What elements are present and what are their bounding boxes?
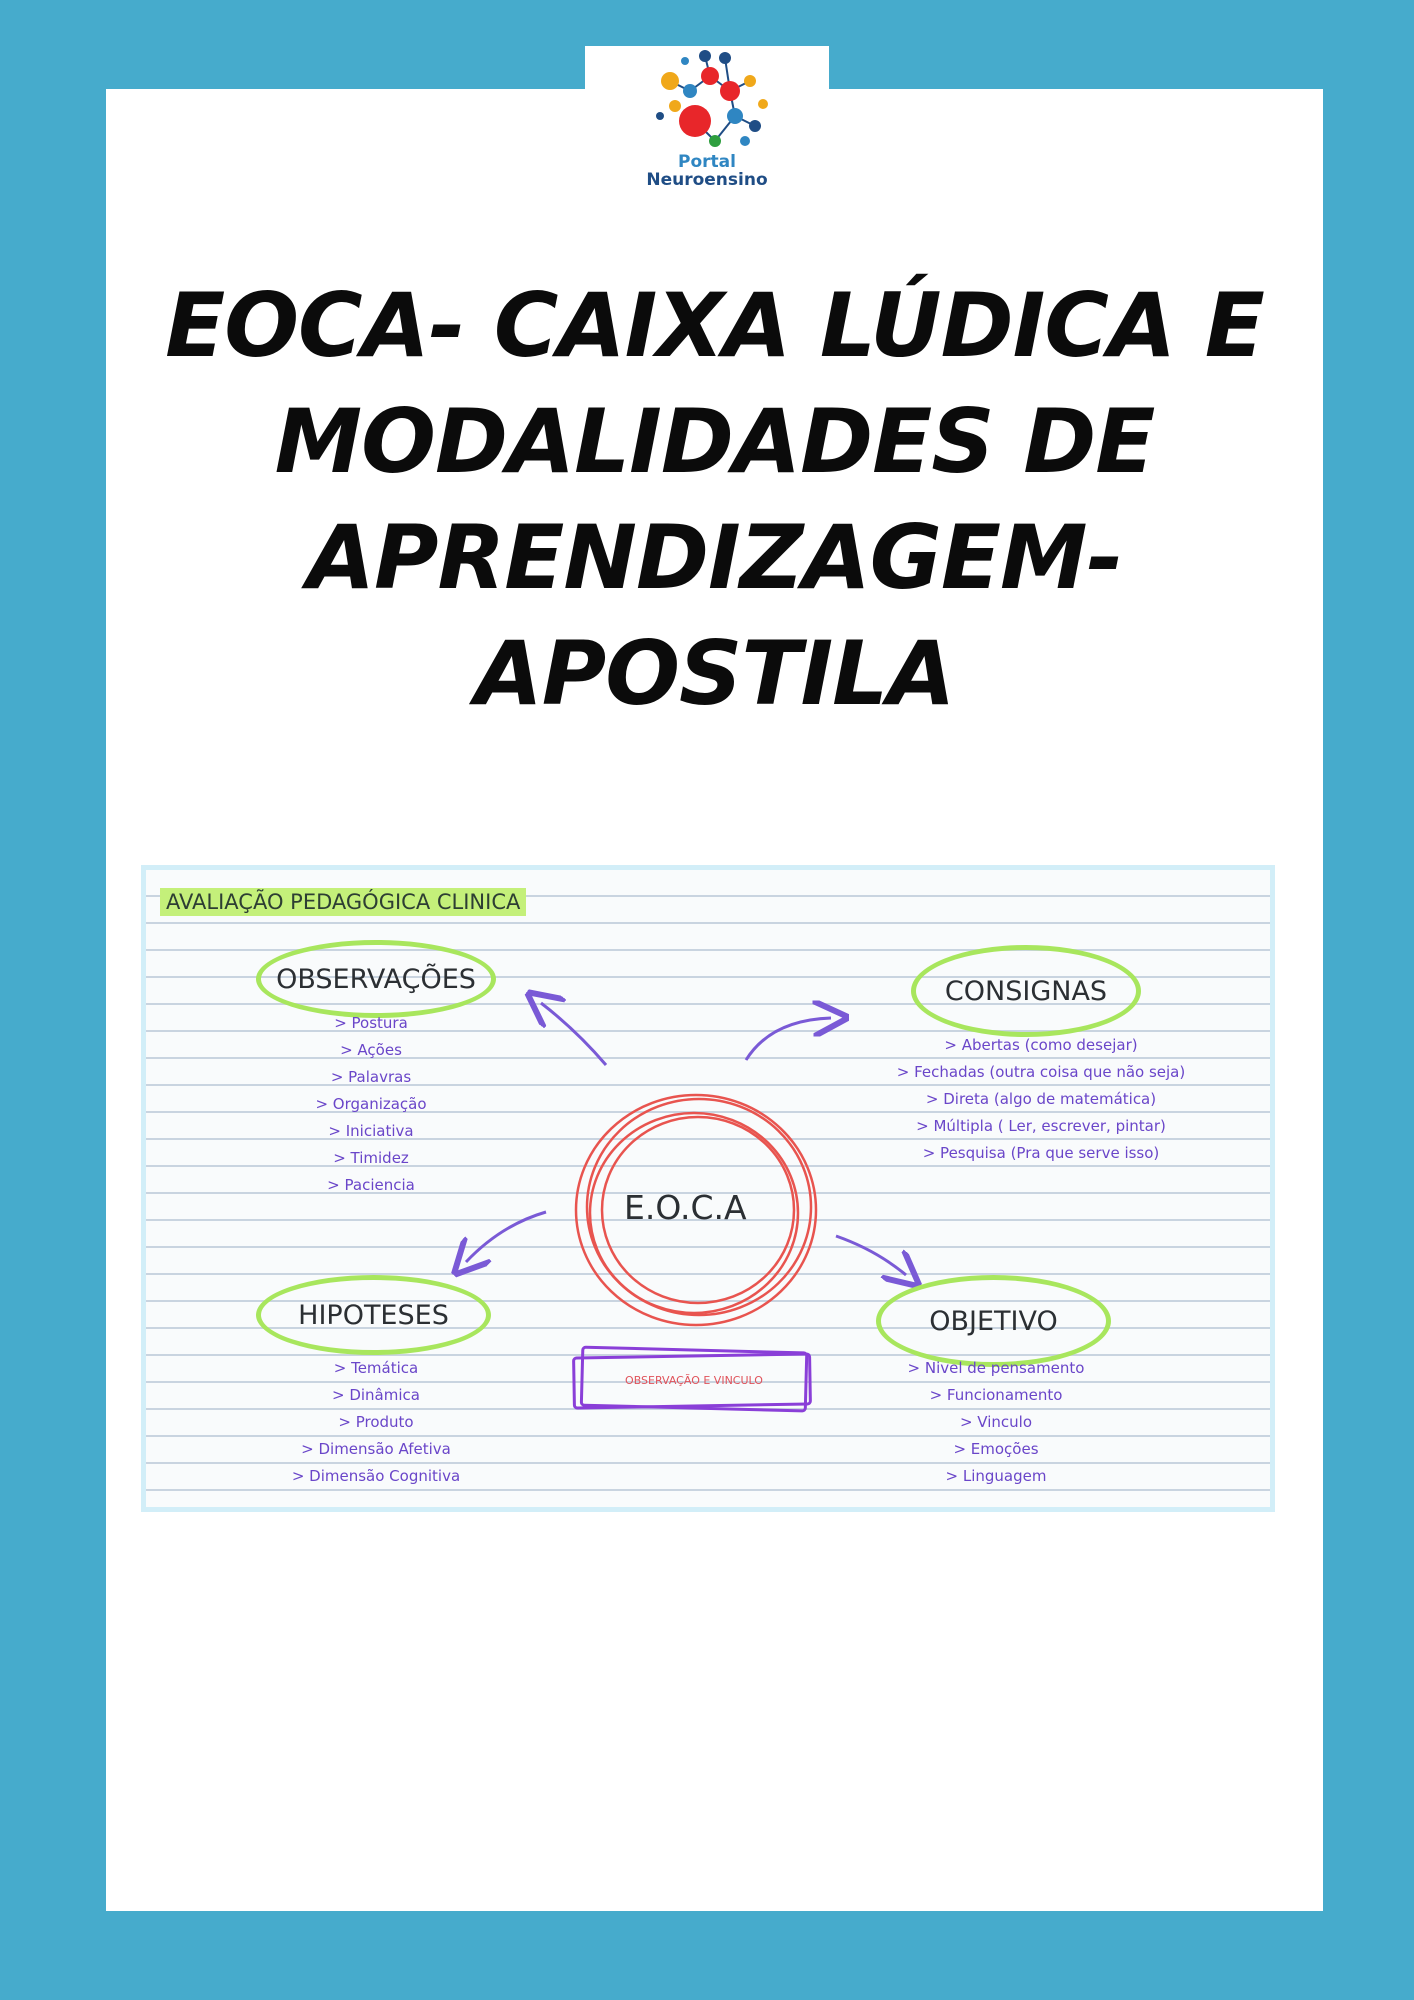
hipoteses-list	[271, 1355, 481, 1490]
title-line-1: EOCA- CAIXA LÚDICA E	[165, 274, 1264, 377]
list-item: > Paciencia	[327, 1176, 415, 1194]
title-line-4: APOSTILA	[474, 622, 955, 725]
objetivo-label: OBJETIVO	[929, 1305, 1058, 1337]
objetivo-list	[881, 1355, 1111, 1490]
list-item: > Dimensão Afetiva	[301, 1440, 451, 1458]
list-item: > Linguagem	[945, 1467, 1047, 1485]
observacoes-label: OBSERVAÇÕES	[276, 963, 476, 995]
list-item: > Múltipla ( Ler, escrever, pintar)	[916, 1117, 1166, 1135]
list-item: > Pesquisa (Pra que serve isso)	[922, 1144, 1160, 1162]
observacoes-list	[271, 1010, 471, 1199]
observacoes-ellipse	[256, 940, 496, 1018]
list-item: > Dinâmica	[332, 1386, 420, 1404]
list-item: > Ações	[340, 1041, 402, 1059]
title-line-3: APRENDIZAGEM-	[306, 506, 1123, 609]
consignas-label: CONSIGNAS	[944, 975, 1108, 1007]
arrow-to-objetivo	[836, 1236, 906, 1275]
list-item: > Organização	[315, 1095, 427, 1113]
portal-neuroensino-logo	[585, 46, 829, 196]
objetivo-ellipse	[876, 1275, 1111, 1367]
list-item: > Produto	[338, 1413, 414, 1431]
list-item: > Direta (algo de matemática)	[925, 1090, 1157, 1108]
title-line-2: MODALIDADES DE	[274, 390, 1155, 493]
eoca-center-label: E.O.C.A	[624, 1188, 747, 1227]
list-item: > Funcionamento	[929, 1386, 1063, 1404]
list-item: > Temática	[333, 1359, 419, 1377]
diagram-heading: AVALIAÇÃO PEDAGÓGICA CLINICA	[160, 888, 526, 916]
consignas-list	[856, 1032, 1226, 1167]
arrow-to-hipoteses	[466, 1212, 546, 1262]
hipoteses-label: HIPOTESES	[298, 1299, 449, 1331]
list-item: > Dimensão Cognitiva	[291, 1467, 461, 1485]
list-item: > Nivel de pensamento	[907, 1359, 1085, 1377]
eoca-diagram	[141, 865, 1275, 1512]
arrow-to-observacoes	[541, 1003, 606, 1065]
list-item: > Timidez	[333, 1149, 409, 1167]
observacao-vinculo-box: OBSERVAÇÃO E VINCULO	[625, 1373, 763, 1387]
logo-line-neuroensino: Neuroensino	[646, 170, 768, 190]
list-item: > Vinculo	[959, 1413, 1033, 1431]
hipoteses-ellipse	[256, 1275, 491, 1355]
page-title	[106, 268, 1323, 732]
list-item: > Palavras	[330, 1068, 412, 1086]
logo-line-portal: Portal	[678, 152, 736, 172]
consignas-ellipse	[911, 945, 1141, 1037]
list-item: > Postura	[334, 1014, 408, 1032]
list-item: > Abertas (como desejar)	[944, 1036, 1138, 1054]
list-item: > Emoções	[953, 1440, 1039, 1458]
list-item: > Iniciativa	[328, 1122, 414, 1140]
diagram-arrows	[466, 1003, 906, 1275]
list-item: > Fechadas (outra coisa que não seja)	[896, 1063, 1186, 1081]
arrow-to-consignas	[746, 1018, 831, 1060]
neuron-network-icon	[585, 46, 829, 156]
